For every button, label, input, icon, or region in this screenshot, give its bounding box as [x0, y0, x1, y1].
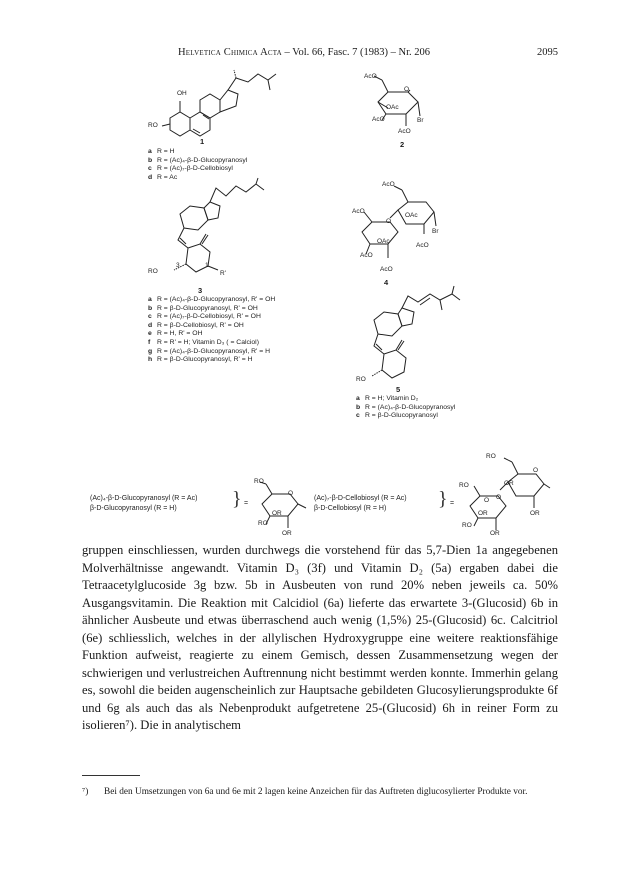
- legend-cellobiosyl-or-bottom: OR: [490, 530, 500, 537]
- compound-5-number: 5: [396, 385, 401, 394]
- label-row: f R = R' = H; Vitamin D₃ ( = Calciol): [148, 338, 259, 346]
- compound-1-number: 1: [200, 137, 205, 146]
- page-number: 2095: [537, 47, 558, 58]
- label-row: b R = β-D-Glucopyranosyl, R' = OH: [148, 304, 258, 312]
- legend-glucosyl-brace: }: [232, 488, 242, 510]
- compound-3-pos1: 1: [205, 262, 209, 269]
- compound-5-ro: RO: [356, 376, 366, 383]
- journal-line: [178, 47, 430, 58]
- compound-3-ro: RO: [148, 268, 158, 275]
- legend-cellobiosyl-ro-left: RO: [459, 482, 469, 489]
- footnote-text: Bei den Umsetzungen von 6a und 6e mit 2 lagen keine Anzeichen für das Auftreten diglucosylierter Produkte vor.: [104, 787, 528, 797]
- compound-1-ro: RO: [148, 122, 158, 129]
- footnote: [82, 786, 558, 799]
- label-row: a R = (Ac)₄-β-D-Glucopyranosyl, R' = OH: [148, 296, 276, 303]
- compound-3-r-prime: R': [220, 270, 226, 277]
- legend-cellobiosyl-ro-top: RO: [486, 453, 496, 460]
- structure-cellobiosyl: [458, 452, 558, 542]
- label-row: a R = H; Vitamin D₂: [356, 395, 419, 402]
- legend-cellobiosyl-or-right-top: OR: [504, 480, 514, 487]
- compound-4-o-link: O: [386, 218, 392, 225]
- footnote-rule: [82, 775, 140, 776]
- compound-4-aco-top: AcO: [382, 181, 395, 188]
- compound-3-pos3: 3: [176, 262, 180, 269]
- compound-4-aco-bottom: AcO: [380, 266, 393, 273]
- compound-2-ring-o: O: [404, 86, 410, 93]
- legend-cellobiosyl-brace: }: [438, 488, 448, 510]
- label-row: g R = (Ac)₄-β-D-Glucopyranosyl, R' = H: [148, 347, 270, 355]
- journal-volume: – Vol. 66, Fasc. 7 (1983) – Nr. 206: [284, 47, 430, 58]
- compound-1-oh: OH: [177, 90, 187, 97]
- legend-cellobiosyl-line-1: (Ac)₇-β-D-Cellobiosyl (R = Ac): [314, 495, 407, 502]
- legend-cellobiosyl-eq: =: [450, 500, 455, 507]
- body-paragraph: gruppen einschliessen, wurden durchwegs die vorstehend für das 5,7-Dien 1a angegebenen Molverhältnisse angewandt. Vitamin D₃ (3f) und Vitamin D₂ (5a) ergaben dabei die Tetraacetylglucoside 3g bzw. 5b in Ausbeuten von rund 20% neben jeweils ca. 50% Ausgangsvitamin. Die Reaktion mit Calcidiol (6a) lieferte das erwartete 3-(Glucosid) 6b in ähnlicher Ausbeute und etwas überraschend auch wenig (1,5%) 25-(Glucosid) 6c. Calcitriol (6e) schliesslich, welches in der allylischen Hydroxygruppe eine weitere reaktionsfähige Funktion aufweist, reagierte zu einem Gemisch, dessen Zusammensetzung wegen der schwierigen und verlustreichen Auftrennung nicht bestimmt werden konnte. Immerhin gelang es, sowohl die beiden augenscheinlich zur Hauptsache gebildeten Glucosylierungsprodukte 6f und 6g als auch das als Nebenprodukt aufgetretene 25-(Glucosid) 6h in reiner Form zu isolieren⁷). Die in analytischem: [82, 543, 558, 732]
- legend-cellobiosyl-or-right: OR: [530, 510, 540, 517]
- legend-glucosyl-ro-left: RO: [258, 520, 268, 527]
- compound-3-number: 3: [198, 286, 203, 295]
- legend-glucosyl-ring-o: O: [288, 490, 294, 497]
- label-row: c R = (Ac)₇-β-D-Cellobiosyl: [148, 165, 233, 173]
- footnote-mark: ⁷): [82, 787, 89, 797]
- legend-glucosyl-eq: =: [244, 500, 249, 507]
- compound-4-aco-right: AcO: [416, 242, 429, 249]
- label-row: a R = H: [148, 148, 175, 155]
- compound-2-oac: OAc: [386, 104, 399, 111]
- legend-cellobiosyl-line-2: β-D-Cellobiosyl (R = H): [314, 505, 387, 512]
- journal-name: Helvetica Chimica Acta: [178, 47, 282, 58]
- compound-3-labels: [148, 296, 275, 365]
- legend-cellobiosyl-ring-o: O: [484, 497, 490, 504]
- label-row: c R = (Ac)₇-β-D-Cellobiosyl, R' = OH: [148, 313, 261, 321]
- legend-cellobiosyl-or-mid: OR: [478, 510, 488, 517]
- compound-4-oac-right: OAc: [405, 212, 418, 219]
- legend-glucosyl-line-2: β-D-Glucopyranosyl (R = H): [90, 505, 177, 512]
- legend-cellobiosyl-ring-o-top: O: [533, 467, 539, 474]
- compound-4-aco-left: AcO: [352, 208, 365, 215]
- legend-glucosyl-line-1: (Ac)₄-β-D-Glucopyranosyl (R = Ac): [90, 495, 198, 502]
- structure-compound-5: [360, 286, 470, 386]
- label-row: d R = β-D-Cellobiosyl, R' = OH: [148, 321, 244, 329]
- compound-2-aco-bottom: AcO: [398, 128, 411, 135]
- compound-4-oac-mid: OAc: [377, 238, 390, 245]
- legend-cellobiosyl-ro-left-2: RO: [462, 522, 472, 529]
- compound-4-aco-mid: AcO: [360, 252, 373, 259]
- structure-compound-1: [150, 68, 280, 143]
- label-row: h R = β-D-Glucopyranosyl, R' = H: [148, 356, 253, 364]
- legend-glucosyl-ro-top: RO: [254, 478, 264, 485]
- compound-2-br: Br: [417, 117, 424, 124]
- compound-4-br: Br: [432, 228, 439, 235]
- structure-glucosyl: [252, 476, 312, 536]
- legend-cellobiosyl-text: [314, 494, 407, 514]
- compound-2-aco-left: AcO: [372, 116, 385, 123]
- legend-glucosyl-or: OR: [272, 510, 282, 517]
- label-row: e R = H, R' = OH: [148, 330, 203, 338]
- label-row: c R = β-D-Glucopyranosyl: [356, 412, 438, 420]
- legend-glucosyl-text: [90, 494, 197, 514]
- compound-5-labels: [356, 395, 455, 421]
- compound-2-number: 2: [400, 140, 405, 149]
- compound-4-number: 4: [384, 278, 389, 287]
- label-row: b R = (Ac)₄-β-D-Glucopyranosyl: [148, 156, 248, 164]
- legend-glucosyl-or-bottom: OR: [282, 530, 292, 537]
- body-text: [82, 542, 558, 735]
- legend-cellobiosyl-o-link: O: [496, 494, 502, 501]
- running-header: [82, 47, 558, 61]
- compound-2-aco-top: AcO: [364, 73, 377, 80]
- label-row: d R = Ac: [148, 173, 178, 181]
- label-row: b R = (Ac)₄-β-D-Glucopyranosyl: [356, 403, 456, 411]
